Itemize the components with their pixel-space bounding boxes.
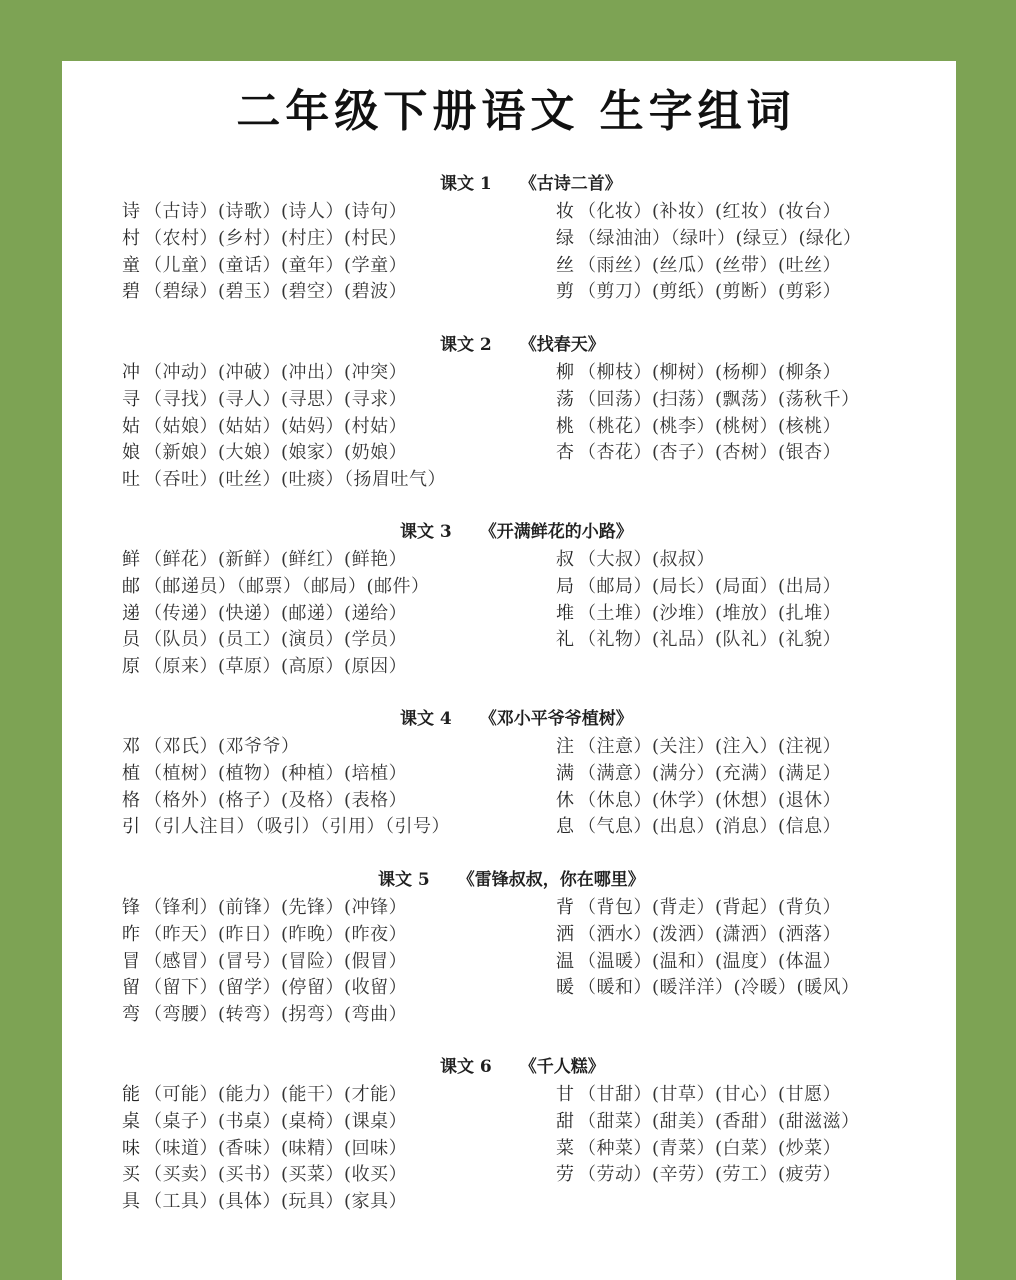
word-column-left bbox=[122, 1082, 407, 1216]
word-list: （买卖）(买书）(买菜）(收买） bbox=[144, 1164, 408, 1186]
character: 诗 bbox=[122, 201, 141, 222]
lesson-heading bbox=[440, 172, 622, 196]
word-column-left bbox=[122, 547, 430, 681]
word-list: （杏花）(杏子）(杏树）(银杏） bbox=[578, 442, 842, 464]
word-group-row bbox=[556, 814, 841, 841]
word-group-row bbox=[122, 1109, 407, 1136]
word-group-row bbox=[122, 788, 450, 815]
word-group-row bbox=[122, 654, 430, 681]
character: 杏 bbox=[556, 442, 575, 464]
character: 冲 bbox=[122, 362, 141, 383]
word-column-left bbox=[122, 360, 446, 494]
word-list: （鲜花）(新鲜）(鲜红）(鲜艳） bbox=[144, 549, 408, 570]
word-list: （暖和）(暖洋洋）(冷暖）(暖风） bbox=[578, 977, 860, 999]
lesson-heading bbox=[378, 868, 645, 892]
character: 锋 bbox=[122, 897, 141, 918]
character: 剪 bbox=[556, 281, 575, 303]
word-list: （邮局）(局长）(局面）(出局） bbox=[578, 575, 842, 597]
word-list: （注意）(关注）(注入）(注视） bbox=[578, 736, 842, 757]
character: 原 bbox=[122, 656, 141, 677]
word-group-row bbox=[556, 1109, 860, 1136]
word-column-left bbox=[122, 895, 407, 1029]
word-list: （甘甜）(甘草）(甘心）(甘愿） bbox=[578, 1084, 842, 1105]
word-group-row bbox=[556, 547, 841, 574]
character: 具 bbox=[122, 1191, 141, 1212]
word-group-row bbox=[556, 1136, 860, 1163]
word-group-row bbox=[556, 440, 860, 467]
word-list: （劳动）(辛劳）(劳工）(疲劳） bbox=[578, 1164, 842, 1186]
word-column-right bbox=[556, 895, 860, 1002]
word-list: （种菜）(青菜）(白菜）(炒菜） bbox=[578, 1137, 842, 1159]
word-group-row bbox=[122, 601, 430, 628]
word-list: （传递）(快递）(邮递）(递给） bbox=[144, 602, 408, 624]
character: 味 bbox=[122, 1137, 141, 1159]
lesson-title: 《古诗二首》 bbox=[519, 174, 622, 194]
word-list: （格外）(格子）(及格）(表格） bbox=[144, 789, 408, 811]
word-group-row bbox=[556, 1082, 860, 1109]
character: 邮 bbox=[122, 575, 141, 597]
character: 荡 bbox=[556, 388, 575, 410]
character: 休 bbox=[556, 789, 575, 811]
character: 叔 bbox=[556, 549, 575, 570]
lesson-heading bbox=[440, 333, 605, 357]
word-group-row bbox=[556, 226, 862, 253]
word-group-row bbox=[556, 199, 862, 226]
lesson-title: 《开满鲜花的小路》 bbox=[479, 522, 633, 542]
lesson-title: 《邓小平爷爷植树》 bbox=[479, 709, 633, 729]
character: 背 bbox=[556, 897, 575, 918]
word-group-row bbox=[122, 814, 450, 841]
character: 植 bbox=[122, 762, 141, 784]
character: 引 bbox=[122, 816, 141, 838]
character: 堆 bbox=[556, 602, 575, 624]
word-group-row bbox=[122, 1189, 407, 1216]
word-group-row bbox=[122, 279, 407, 306]
character: 姑 bbox=[122, 415, 141, 437]
character: 桌 bbox=[122, 1110, 141, 1132]
word-group-row bbox=[556, 574, 841, 601]
word-list: （土堆）(沙堆）(堆放）(扎堆） bbox=[578, 602, 842, 624]
word-group-row bbox=[122, 734, 450, 761]
character: 洒 bbox=[556, 923, 575, 945]
word-list: （气息）(出息）(消息）(信息） bbox=[578, 816, 842, 838]
lesson-number-label: 课文 4 bbox=[400, 709, 452, 729]
word-group-row bbox=[122, 1136, 407, 1163]
word-column-right bbox=[556, 1082, 860, 1189]
word-list: （桃花）(桃李）(桃树）(核桃） bbox=[578, 415, 842, 437]
character: 碧 bbox=[122, 281, 141, 303]
word-group-row bbox=[556, 601, 841, 628]
word-group-row bbox=[122, 975, 407, 1002]
lesson-title: 《雷锋叔叔，你在哪里》 bbox=[457, 870, 645, 890]
word-list: （邮递员）（邮票）（邮局）(邮件） bbox=[144, 575, 430, 597]
word-list: （古诗）(诗歌）(诗人）(诗句） bbox=[144, 201, 408, 222]
word-group-row bbox=[122, 761, 450, 788]
word-group-row bbox=[556, 895, 860, 922]
word-list: （味道）(香味）(味精）(回味） bbox=[144, 1137, 408, 1159]
word-list: （化妆）(补妆）(红妆）(妆台） bbox=[578, 201, 842, 222]
word-list: （寻找）(寻人）(寻思）(寻求） bbox=[144, 388, 408, 410]
word-list: （儿童）(童话）(童年）(学童） bbox=[144, 254, 408, 276]
word-group-row bbox=[556, 922, 860, 949]
character: 丝 bbox=[556, 254, 575, 276]
word-list: （柳枝）(柳树）(杨柳）(柳条） bbox=[578, 362, 842, 383]
character: 注 bbox=[556, 736, 575, 757]
word-list: （桌子）(书桌）(桌椅）(课桌） bbox=[144, 1110, 408, 1132]
character: 昨 bbox=[122, 923, 141, 945]
word-group-row bbox=[556, 949, 860, 976]
character: 鲜 bbox=[122, 549, 141, 570]
word-group-row bbox=[556, 788, 841, 815]
character: 能 bbox=[122, 1084, 141, 1105]
word-list: （锋利）(前锋）(先锋）(冲锋） bbox=[144, 897, 408, 918]
word-group-row bbox=[122, 467, 446, 494]
word-group-row bbox=[556, 975, 860, 1002]
character: 满 bbox=[556, 762, 575, 784]
word-list: （感冒）(冒号）(冒险）(假冒） bbox=[144, 950, 408, 972]
word-list: （留下）(留学）(停留）(收留） bbox=[144, 977, 408, 999]
word-list: （礼物）(礼品）(队礼）(礼貌） bbox=[578, 629, 842, 651]
word-column-right bbox=[556, 360, 860, 467]
word-list: （剪刀）(剪纸）(剪断）(剪彩） bbox=[578, 281, 842, 303]
word-group-row bbox=[556, 627, 841, 654]
word-list: （邓氏）(邓爷爷） bbox=[144, 736, 300, 757]
character: 绿 bbox=[556, 227, 575, 249]
character: 童 bbox=[122, 254, 141, 276]
word-list: （背包）(背走）(背起）(背负） bbox=[578, 897, 842, 918]
word-column-right bbox=[556, 734, 841, 841]
lesson-heading bbox=[440, 1055, 605, 1079]
word-list: （引人注目）（吸引）（引用）（引号） bbox=[144, 816, 450, 838]
word-list: （昨天）(昨日）(昨晚）(昨夜） bbox=[144, 923, 408, 945]
word-list: （温暖）(温和）(温度）(体温） bbox=[578, 950, 842, 972]
word-group-row bbox=[556, 761, 841, 788]
lesson-title: 《千人糕》 bbox=[519, 1057, 605, 1077]
character: 息 bbox=[556, 816, 575, 838]
word-list: （吞吐）(吐丝）(吐痰）（扬眉吐气） bbox=[144, 469, 447, 490]
character: 留 bbox=[122, 977, 141, 999]
character: 邓 bbox=[122, 736, 141, 757]
word-group-row bbox=[122, 440, 446, 467]
word-list: （回荡）(扫荡）(飘荡）(荡秋千） bbox=[578, 388, 860, 410]
word-list: （可能）(能力）(能干）(才能） bbox=[144, 1084, 408, 1105]
word-list: （满意）(满分）(充满）(满足） bbox=[578, 762, 842, 784]
word-group-row bbox=[122, 199, 407, 226]
word-group-row bbox=[122, 1082, 407, 1109]
word-group-row bbox=[122, 627, 430, 654]
word-list: （洒水）(泼洒）(潇洒）(洒落） bbox=[578, 923, 842, 945]
character: 买 bbox=[122, 1164, 141, 1186]
word-list: （弯腰）(转弯）(拐弯）(弯曲） bbox=[144, 1004, 408, 1025]
character: 柳 bbox=[556, 362, 575, 383]
character: 员 bbox=[122, 629, 141, 651]
word-group-row bbox=[122, 387, 446, 414]
word-group-row bbox=[122, 1002, 407, 1029]
word-group-row bbox=[556, 387, 860, 414]
lesson-number-label: 课文 2 bbox=[440, 335, 492, 355]
word-list: （碧绿）(碧玉）(碧空）(碧波） bbox=[144, 281, 408, 303]
character: 礼 bbox=[556, 629, 575, 651]
lesson-number-label: 课文 1 bbox=[440, 174, 492, 194]
word-list: （原来）(草原）(高原）(原因） bbox=[144, 656, 408, 677]
word-column-right bbox=[556, 547, 841, 654]
word-group-row bbox=[556, 279, 862, 306]
word-list: （雨丝）(丝瓜）(丝带）(吐丝） bbox=[578, 254, 842, 276]
lesson-number-label: 课文 5 bbox=[378, 870, 430, 890]
word-column-left bbox=[122, 734, 450, 841]
word-group-row bbox=[556, 1162, 860, 1189]
character: 娘 bbox=[122, 442, 141, 464]
character: 弯 bbox=[122, 1004, 141, 1025]
word-list: （姑娘）(姑姑）(姑妈）(村姑） bbox=[144, 415, 408, 437]
word-group-row bbox=[556, 734, 841, 761]
word-list: （队员）(员工）(演员）(学员） bbox=[144, 629, 408, 651]
word-list: （冲动）(冲破）(冲出）(冲突） bbox=[144, 362, 408, 383]
character: 格 bbox=[122, 789, 141, 811]
word-list: （新娘）(大娘）(娘家）(奶娘） bbox=[144, 442, 408, 464]
lesson-number-label: 课文 6 bbox=[440, 1057, 492, 1077]
character: 温 bbox=[556, 950, 575, 972]
word-column-left bbox=[122, 199, 407, 306]
word-group-row bbox=[122, 574, 430, 601]
word-list: （大叔）(叔叔） bbox=[578, 549, 716, 570]
character: 桃 bbox=[556, 415, 575, 437]
page-title: 二年级下册语文 生字组词 bbox=[236, 86, 796, 137]
word-group-row bbox=[122, 895, 407, 922]
word-list: （甜菜）(甜美）(香甜）(甜滋滋） bbox=[578, 1110, 860, 1132]
word-group-row bbox=[122, 547, 430, 574]
character: 递 bbox=[122, 602, 141, 624]
lesson-heading bbox=[400, 520, 633, 544]
word-group-row bbox=[122, 253, 407, 280]
word-group-row bbox=[556, 414, 860, 441]
character: 劳 bbox=[556, 1164, 575, 1186]
word-list: （植树）(植物）(种植）(培植） bbox=[144, 762, 408, 784]
character: 甘 bbox=[556, 1084, 575, 1105]
word-group-row bbox=[556, 360, 860, 387]
word-group-row bbox=[122, 414, 446, 441]
word-group-row bbox=[122, 360, 446, 387]
character: 妆 bbox=[556, 201, 575, 222]
character: 吐 bbox=[122, 469, 141, 490]
character: 冒 bbox=[122, 950, 141, 972]
word-list: （休息）(休学）(休想）(退休） bbox=[578, 789, 842, 811]
word-list: （绿油油）（绿叶）(绿豆）(绿化） bbox=[578, 227, 862, 249]
word-group-row bbox=[122, 949, 407, 976]
word-group-row bbox=[122, 1162, 407, 1189]
word-column-right bbox=[556, 199, 862, 306]
word-list: （工具）(具体）(玩具）(家具） bbox=[144, 1191, 408, 1212]
lesson-heading bbox=[400, 707, 633, 731]
character: 寻 bbox=[122, 388, 141, 410]
lesson-title: 《找春天》 bbox=[519, 335, 605, 355]
word-group-row bbox=[556, 253, 862, 280]
character: 村 bbox=[122, 227, 141, 249]
character: 暖 bbox=[556, 977, 575, 999]
word-group-row bbox=[122, 922, 407, 949]
word-group-row bbox=[122, 226, 407, 253]
lesson-number-label: 课文 3 bbox=[400, 522, 452, 542]
character: 甜 bbox=[556, 1110, 575, 1132]
character: 菜 bbox=[556, 1137, 575, 1159]
character: 局 bbox=[556, 575, 575, 597]
word-list: （农村）(乡村）(村庄）(村民） bbox=[144, 227, 408, 249]
